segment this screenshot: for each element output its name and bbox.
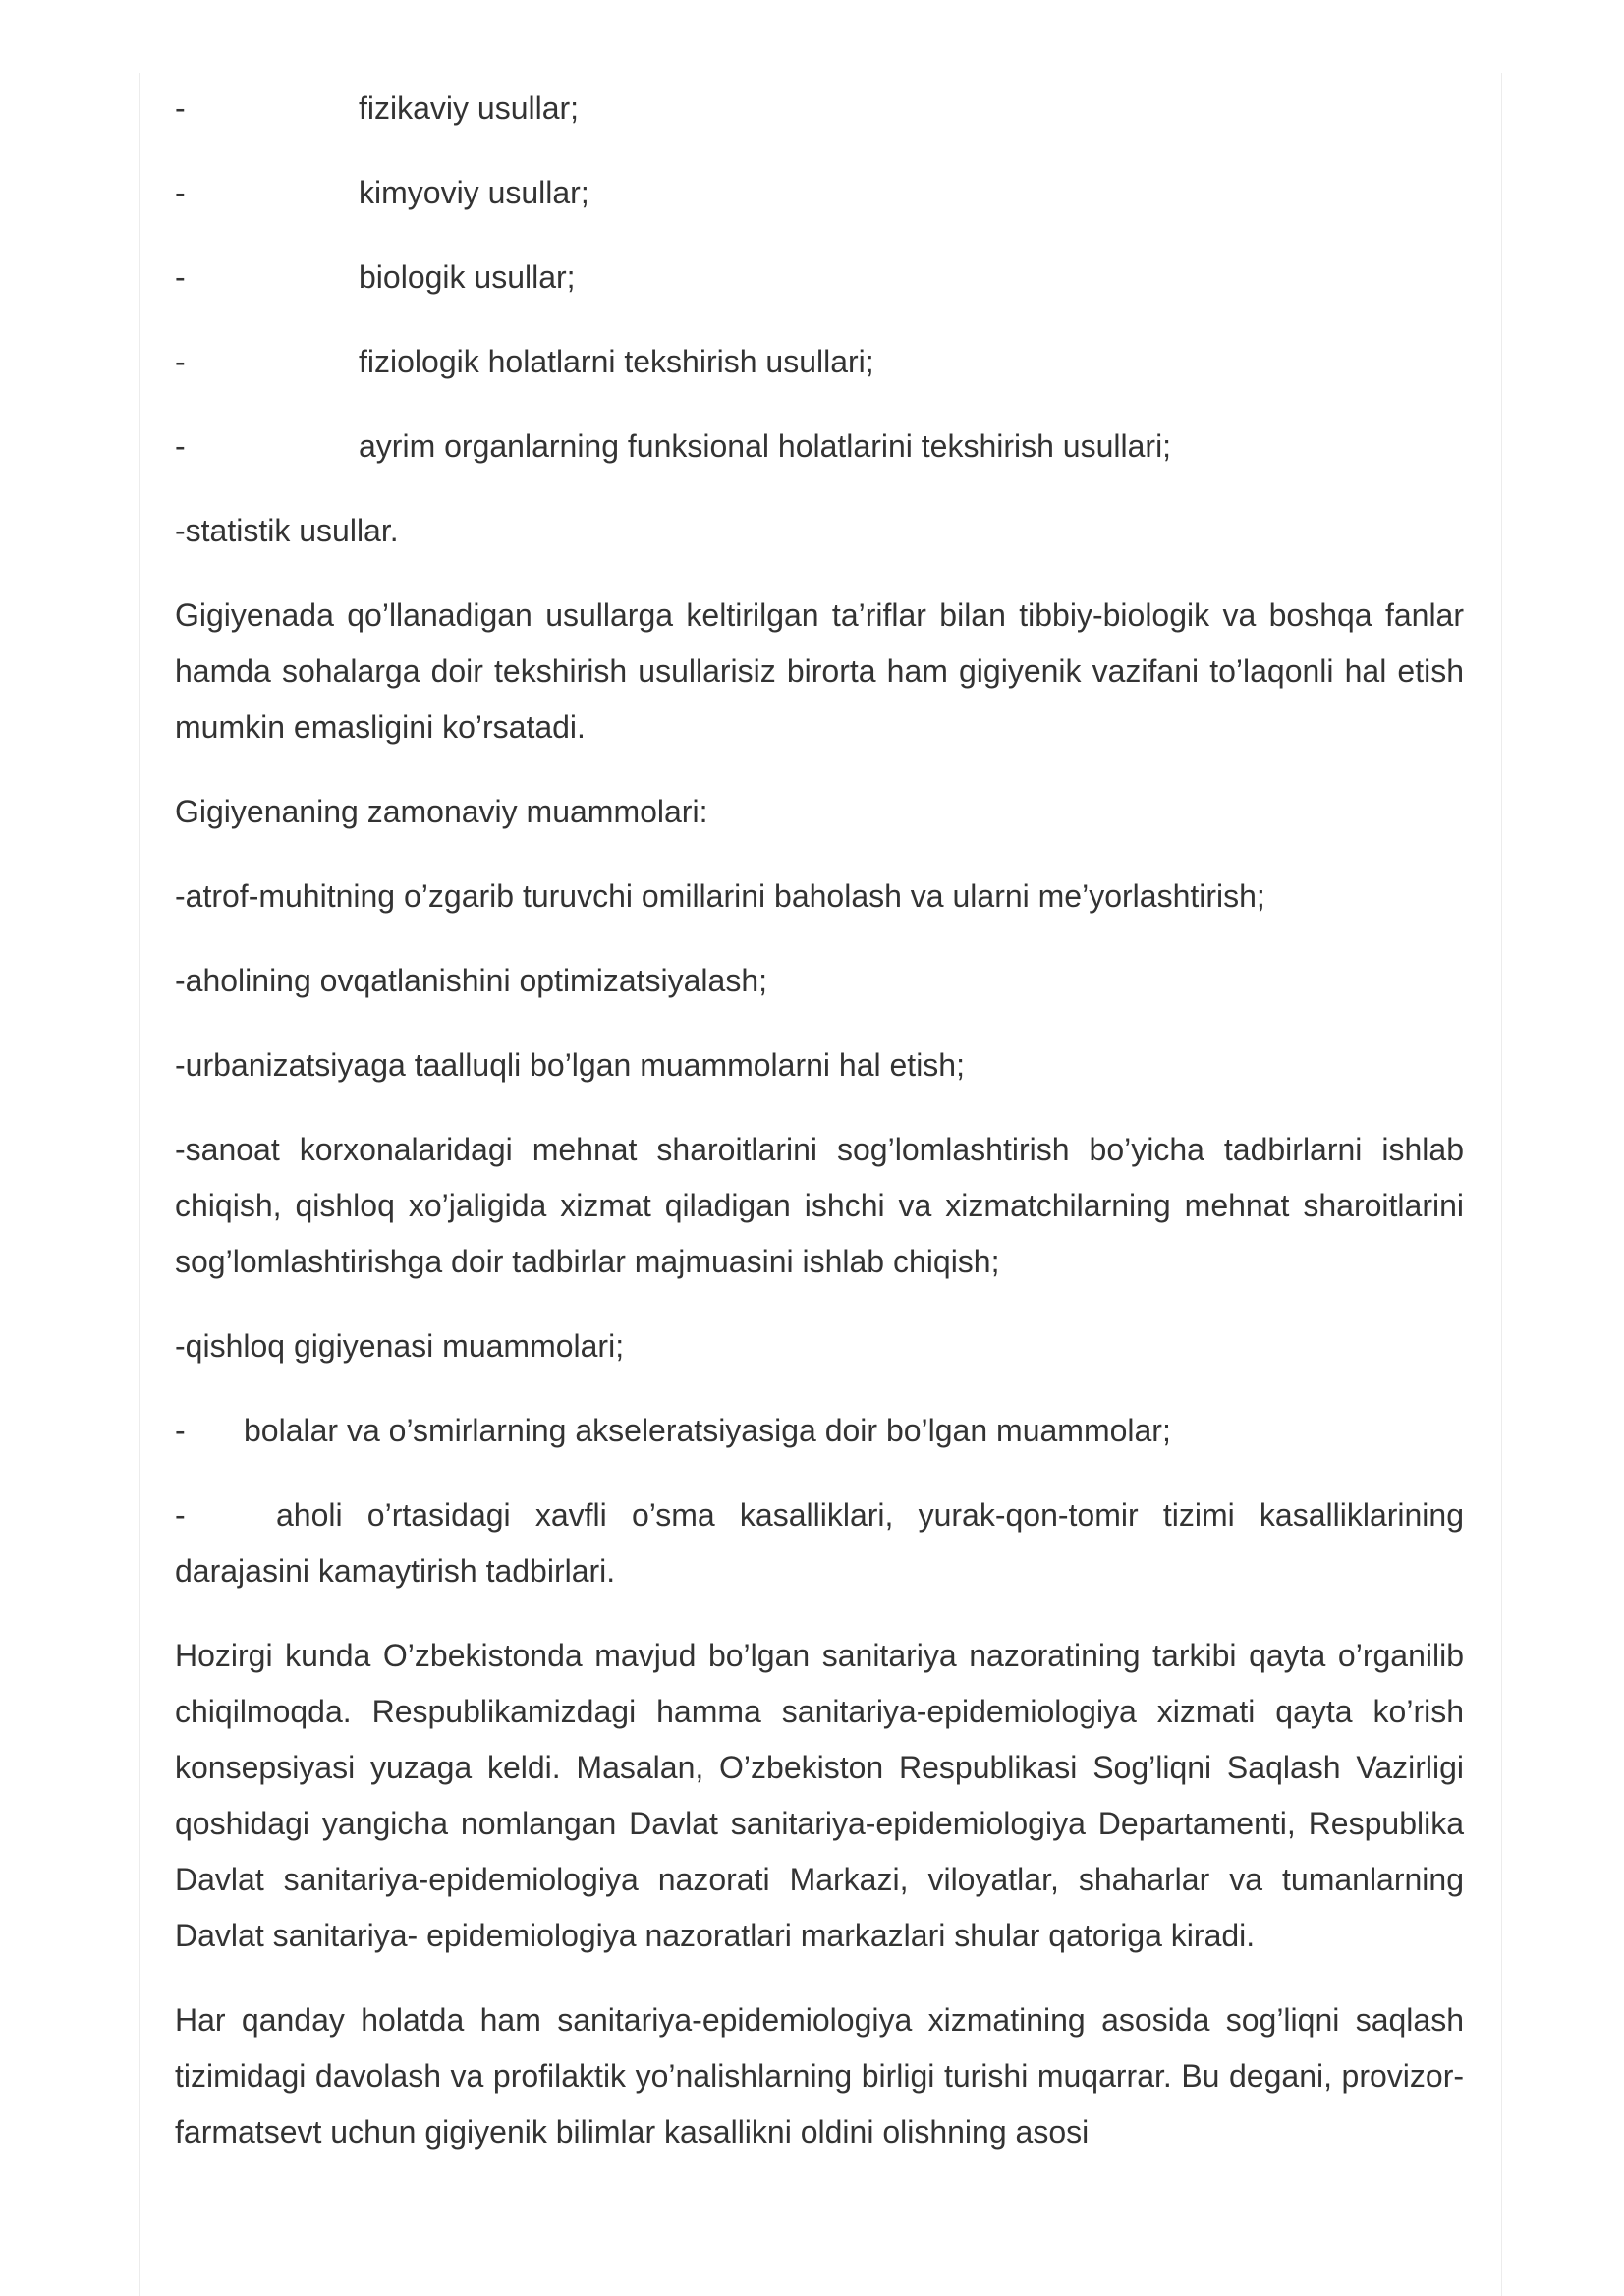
list-item [175, 250, 1464, 306]
list-item-text: aholi o’rtasidagi xavfli o’sma kasalliklari, yurak-qon-tomir tizimi kasalliklarining [276, 1497, 1464, 1533]
problem-item-sanoat: -sanoat korxonalaridagi mehnat sharoitlarini sog’lomlashtirish bo’yicha tadbirlarni ishlab chiqish, qishloq xo’jaligida xizmat qiladigan ishchi va xizmatchilarning mehnat sharoitlarini sog’lomlashtirishga doir tadbirlar majmuasini ishlab chiqish; [175, 1132, 1464, 1279]
list-item-text: biologik usullar; [359, 259, 576, 295]
paragraph-har: Har qanday holatda ham sanitariya-epidemiologiya xizmatining asosida sog’liqni saqlash tizimidagi davolash va profilaktik yo’nalishlarning birligi turishi muqarrar. Bu degani, provizor- farmatsevt uchun gigiyenik bilimlar kasallikni oldini olishning asosi [175, 2002, 1464, 2150]
paragraph-hozirgi: Hozirgi kunda O’zbekistonda mavjud bo’lgan sanitariya nazoratining tarkibi qayta o’rganilib chiqilmoqda. Respublikamizdagi hamma sanitariya-epidemiologiya xizmati qayta ko’rish konsepsiyasi yuzaga keldi. Masalan, O’zbekiston Respublikasi Sog’liqni Saqlash Vazirligi qoshidagi yangicha nomlangan Davlat sanitariya-epidemiologiya Departamenti, Respublika Davlat sanitariya-epidemiologiya nazorati Markazi, viloyatlar, shaharlar va tumanlarning Davlat sanitariya- epidemiologiya nazoratlari markazlari shular qatoriga kiradi. [175, 1638, 1464, 1953]
list-dash: - [175, 1413, 186, 1448]
list-item [175, 81, 1464, 137]
list-item-text-cont: darajasini kamaytirish tadbirlari. [175, 1553, 616, 1589]
problem-item-bolalar [175, 1403, 1464, 1459]
list-dash: - [175, 259, 186, 295]
list-dash: - [175, 344, 186, 379]
problem-item: -urbanizatsiyaga taalluqli bo’lgan muammolarni hal etish; [175, 1047, 965, 1083]
list-item [175, 419, 1464, 475]
problem-item-qishloq: -qishloq gigiyenasi muammolari; [175, 1328, 625, 1364]
problem-item: -aholining ovqatlanishini optimizatsiyalash; [175, 963, 767, 998]
problems-heading: Gigiyenaning zamonaviy muammolari: [175, 794, 708, 829]
list-dash: - [175, 1497, 186, 1533]
list-dash: - [175, 428, 186, 464]
problem-item-aholi [175, 1487, 1464, 1599]
list-item-text: ayrim organlarning funksional holatlarini tekshirish usullari; [359, 428, 1172, 464]
list-item [175, 334, 1464, 390]
list-item-text: fiziologik holatlarni tekshirish usullari; [359, 344, 874, 379]
list-dash: - [175, 175, 186, 210]
problem-item: -atrof-muhitning o’zgarib turuvchi omillarini baholash va ularni me’yorlashtirish; [175, 878, 1265, 914]
list-item-text: kimyoviy usullar; [359, 175, 589, 210]
list-item [175, 165, 1464, 221]
list-dash: - [175, 90, 186, 126]
paragraph-methods: Gigiyenada qo’llanadigan usullarga keltirilgan ta’riflar bilan tibbiy-biologik va boshqa fanlar hamda sohalarga doir tekshirish usullarisiz birorta ham gigiyenik vazifani to’laqonli hal etish mumkin emasligini ko’rsatadi. [175, 597, 1464, 745]
list-item-text: bolalar va o’smirlarning akseleratsiyasiga doir bo’lgan muammolar; [244, 1413, 1171, 1448]
statistik-line: -statistik usullar. [175, 513, 399, 548]
document-body [175, 81, 1464, 2189]
list-item-text: fizikaviy usullar; [359, 90, 580, 126]
